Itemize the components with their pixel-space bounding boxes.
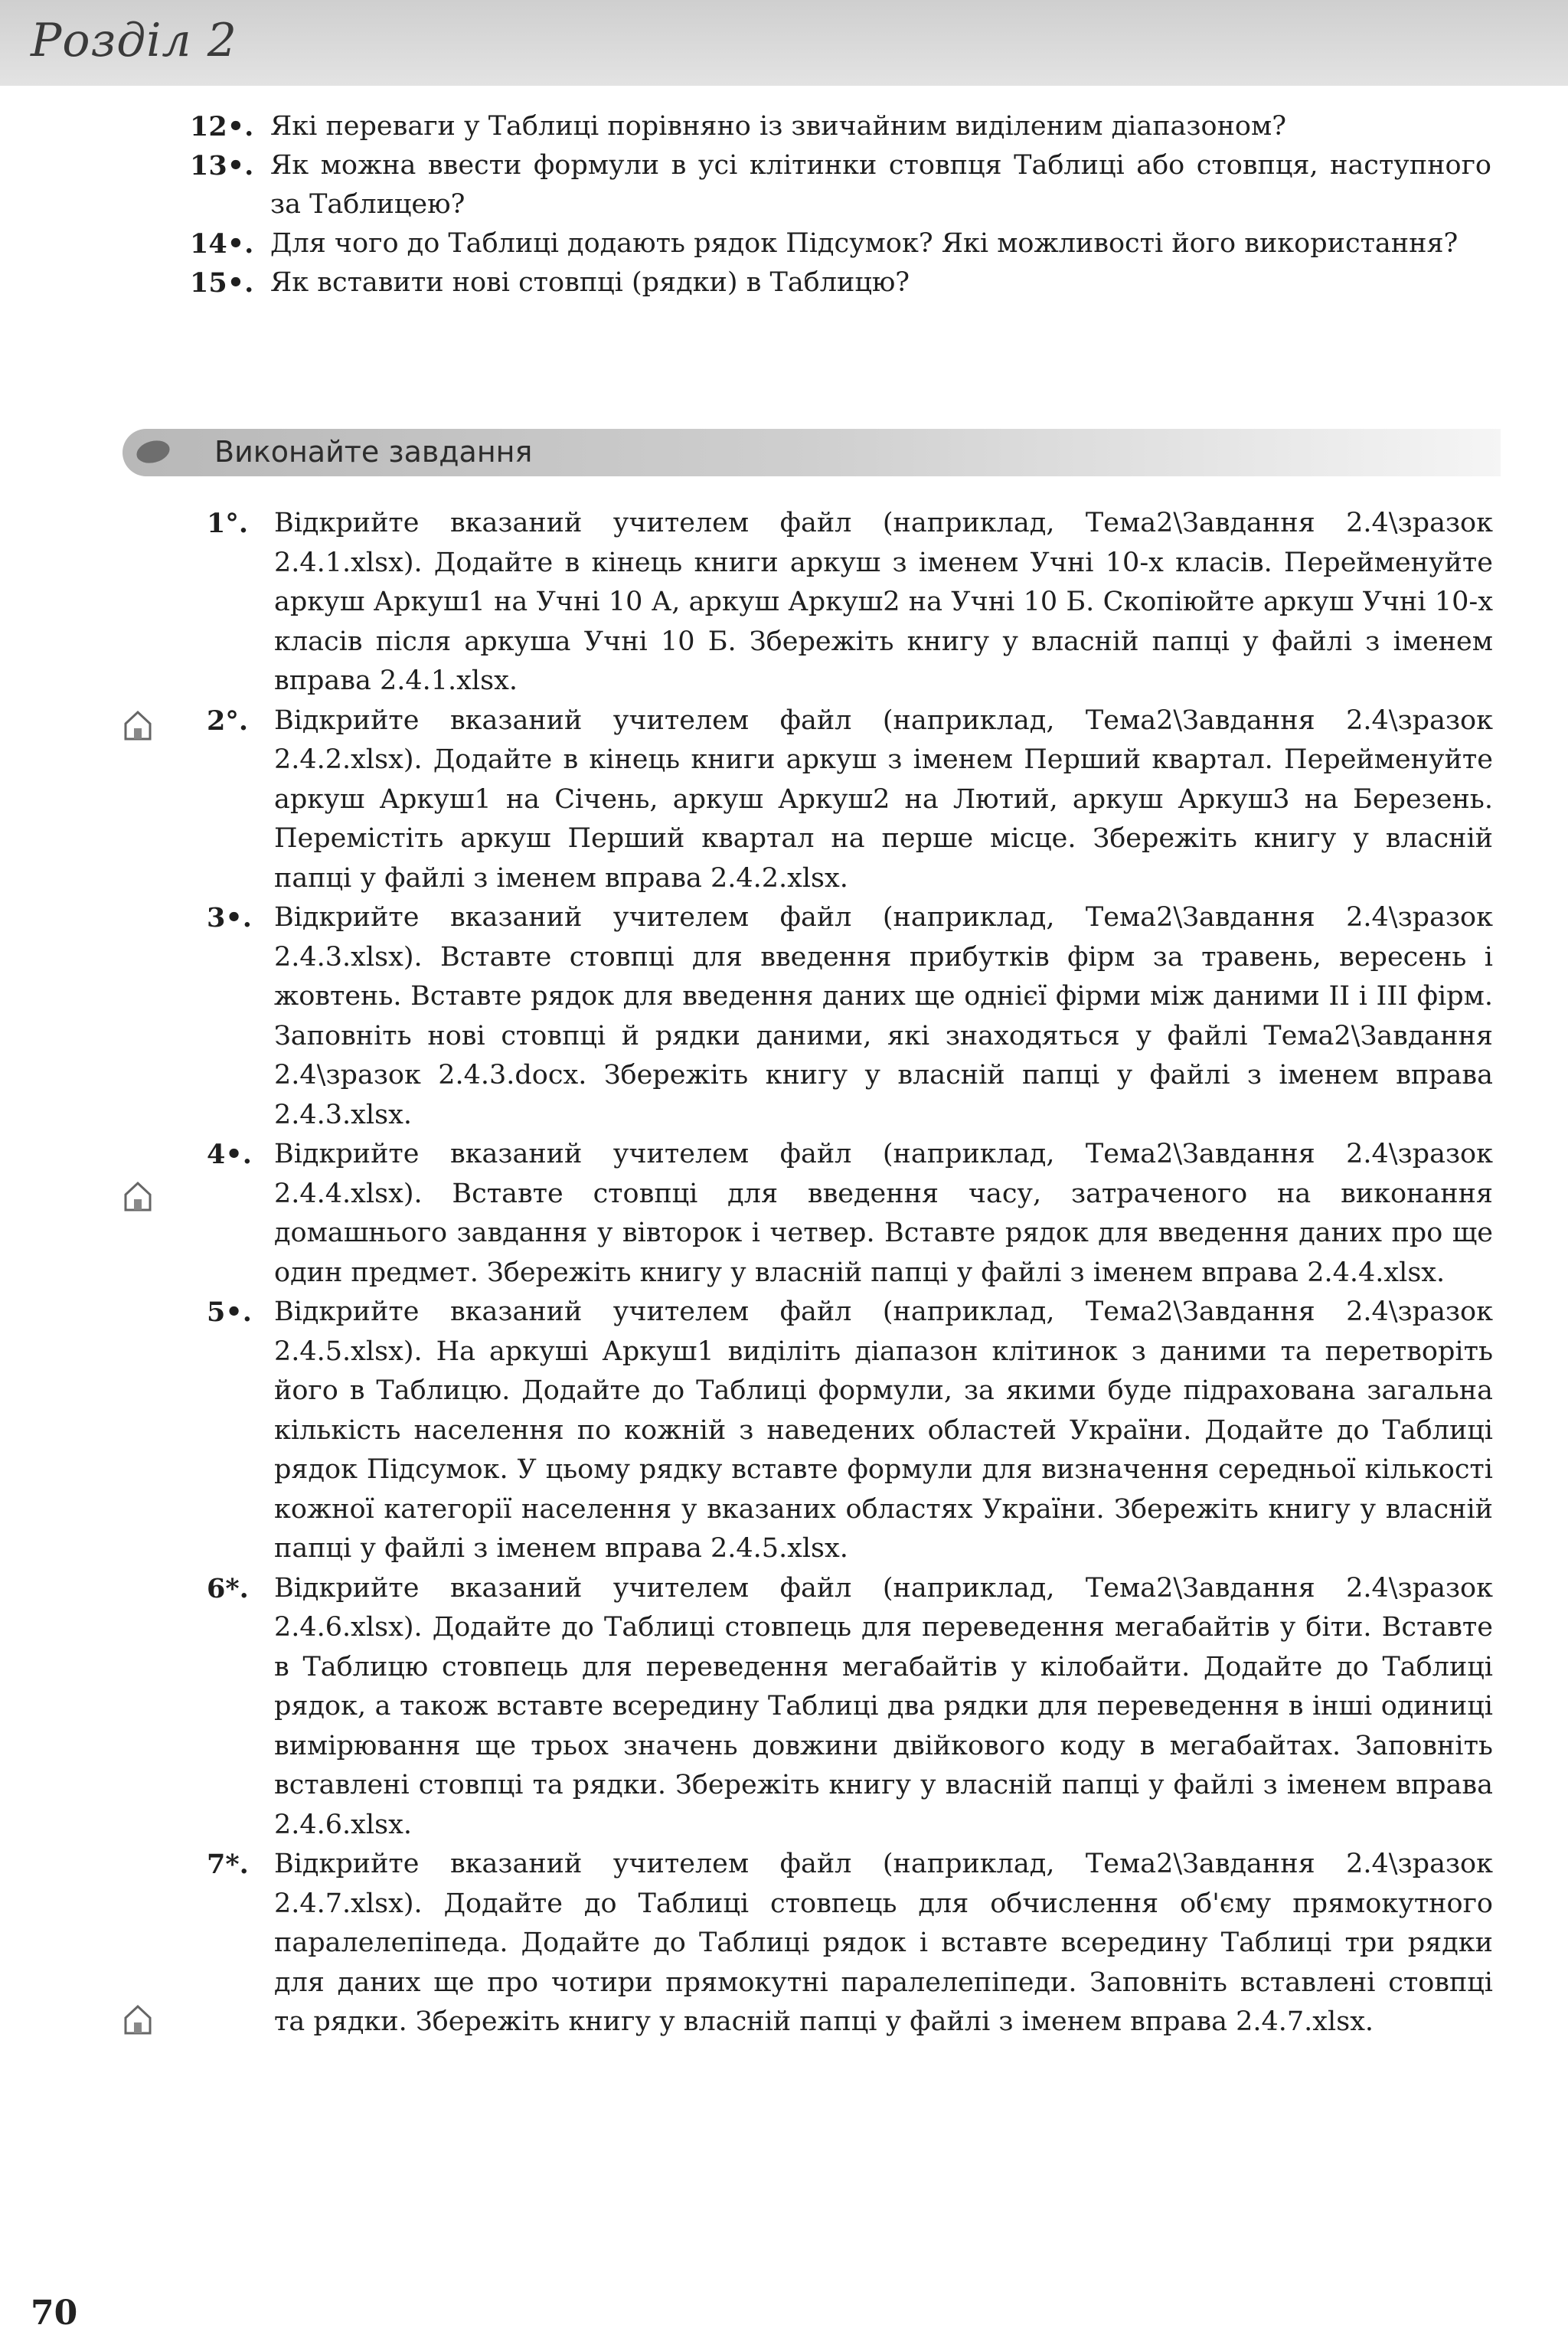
- question-text: Які переваги у Таблиці порівняно із звичайним виділеним діапазоном?: [270, 111, 1286, 142]
- question-number: 13•.: [190, 150, 254, 181]
- task-item: [207, 504, 1493, 701]
- question-item: [190, 146, 1491, 224]
- question-item: [190, 263, 1491, 302]
- task-number: 4•.: [207, 1139, 252, 1170]
- question-text: Для чого до Таблиці додають рядок Підсумок? Які можливості його використання?: [270, 228, 1459, 259]
- task-item: [207, 1569, 1493, 1846]
- question-number: 14•.: [190, 228, 254, 260]
- question-text: Як вставити нові стовпці (рядки) в Таблицю?: [270, 267, 910, 298]
- task-item: [207, 1293, 1493, 1569]
- task-text: Відкрийте вказаний учителем файл (наприклад, Тема2\Завдання 2.4\зразок 2.4.5.xlsx). На аркуші Аркуш1 виділіть діапазон клітинок з даними та перетворіть його в Таблицю. Додайте до Таблиці формули, за якими буде підрахована загальна кількість населення по кожній з наведених областей України. Додайте до Таблиці рядок Підсумок. У цьому рядку вставте формули для визначення середньої кількості кожної категорії населення у вказаних областях України. Збережіть книгу у власній папці у файлі з іменем вправа 2.4.5.xlsx.: [274, 1296, 1493, 1564]
- task-number: 2°.: [207, 705, 249, 737]
- tasks-heading: Виконайте завдання: [214, 435, 533, 469]
- task-number: 7*.: [207, 1849, 249, 1880]
- page-number: 70: [31, 2294, 78, 2333]
- task-item: [207, 1135, 1493, 1293]
- question-list: [190, 107, 1491, 302]
- leaf-icon: [134, 437, 172, 466]
- task-text: Відкрийте вказаний учителем файл (наприклад, Тема2\Завдання 2.4\зразок 2.4.7.xlsx). Додайте до Таблиці стовпець для обчислення об'єму прямокутного паралелепіпеда. Додайте до Таблиці рядок і вставте всередину Таблиці три рядки для даних ще про чотири прямокутні паралелепіпеди. Заповніть вставлені стовпці та рядки. Збережіть книгу у власній папці у файлі з іменем вправа 2.4.7.xlsx.: [274, 1849, 1493, 2037]
- task-item: [207, 1845, 1493, 2042]
- task-item: [207, 898, 1493, 1135]
- task-number: 3•.: [207, 902, 252, 934]
- house-icon: [122, 1179, 153, 1213]
- task-number: 5•.: [207, 1296, 252, 1328]
- task-list: [207, 504, 1493, 2042]
- task-number: 1°.: [207, 508, 249, 539]
- task-text: Відкрийте вказаний учителем файл (наприклад, Тема2\Завдання 2.4\зразок 2.4.4.xlsx). Вставте стовпці для введення часу, затраченого на виконання домашнього завдання у вівторок і четвер. Вставте рядок для введення даних про ще один предмет. Збережіть книгу у власній папці у файлі з іменем вправа 2.4.4.xlsx.: [274, 1139, 1493, 1288]
- question-number: 12•.: [190, 111, 254, 142]
- tasks-banner: [122, 429, 1501, 476]
- house-icon: [122, 708, 153, 742]
- task-text: Відкрийте вказаний учителем файл (наприклад, Тема2\Завдання 2.4\зразок 2.4.2.xlsx). Додайте в кінець книги аркуш з іменем Перший квартал. Перейменуйте аркуш Аркуш1 на Січень, аркуш Аркуш2 на Лютий, аркуш Аркуш3 на Березень. Перемістіть аркуш Перший квартал на перше місце. Збережіть книгу у власній папці у файлі з іменем вправа 2.4.2.xlsx.: [274, 705, 1493, 894]
- question-text: Як можна ввести формули в усі клітинки стовпця Таблиці або стовпця, наступного за Таблицею?: [270, 150, 1491, 220]
- house-icon: [122, 2003, 153, 2036]
- section-label: Розділ 2: [31, 14, 237, 67]
- question-item: [190, 224, 1491, 263]
- task-number: 6*.: [207, 1572, 249, 1604]
- task-text: Відкрийте вказаний учителем файл (наприклад, Тема2\Завдання 2.4\зразок 2.4.3.xlsx). Вставте стовпці для введення прибутків фірм за травень, вересень і жовтень. Вставте рядок для введення даних ще однієї фірми між даними II і III фірм. Заповніть нові стовпці й рядки даними, які знаходяться у файлі Тема2\Завдання 2.4\зразок 2.4.3.docx. Збережіть книгу у власній папці у файлі з іменем вправа 2.4.3.xlsx.: [274, 902, 1493, 1130]
- question-number: 15•.: [190, 267, 254, 299]
- task-item: [207, 701, 1493, 899]
- task-text: Відкрийте вказаний учителем файл (наприклад, Тема2\Завдання 2.4\зразок 2.4.6.xlsx). Додайте до Таблиці стовпець для переведення мегабайтів у біти. Вставте в Таблицю стовпець для переведення мегабайтів у кілобайти. Додайте до Таблиці рядок, а також вставте всередину Таблиці два рядки для переведення в інші одиниці вимірювання ще трьох значень довжини двійкового коду в мегабайтах. Заповніть вставлені стовпці та рядки. Збережіть книгу у власній папці у файлі з іменем вправа 2.4.6.xlsx.: [274, 1572, 1493, 1840]
- task-text: Відкрийте вказаний учителем файл (наприклад, Тема2\Завдання 2.4\зразок 2.4.1.xlsx). Додайте в кінець книги аркуш з іменем Учні 10-х класів. Перейменуйте аркуш Аркуш1 на Учні 10 А, аркуш Аркуш2 на Учні 10 Б. Скопіюйте аркуш Учні 10-х класів після аркуша Учні 10 Б. Збережіть книгу у власній папці у файлі з іменем вправа 2.4.1.xlsx.: [274, 508, 1493, 696]
- question-item: [190, 107, 1491, 146]
